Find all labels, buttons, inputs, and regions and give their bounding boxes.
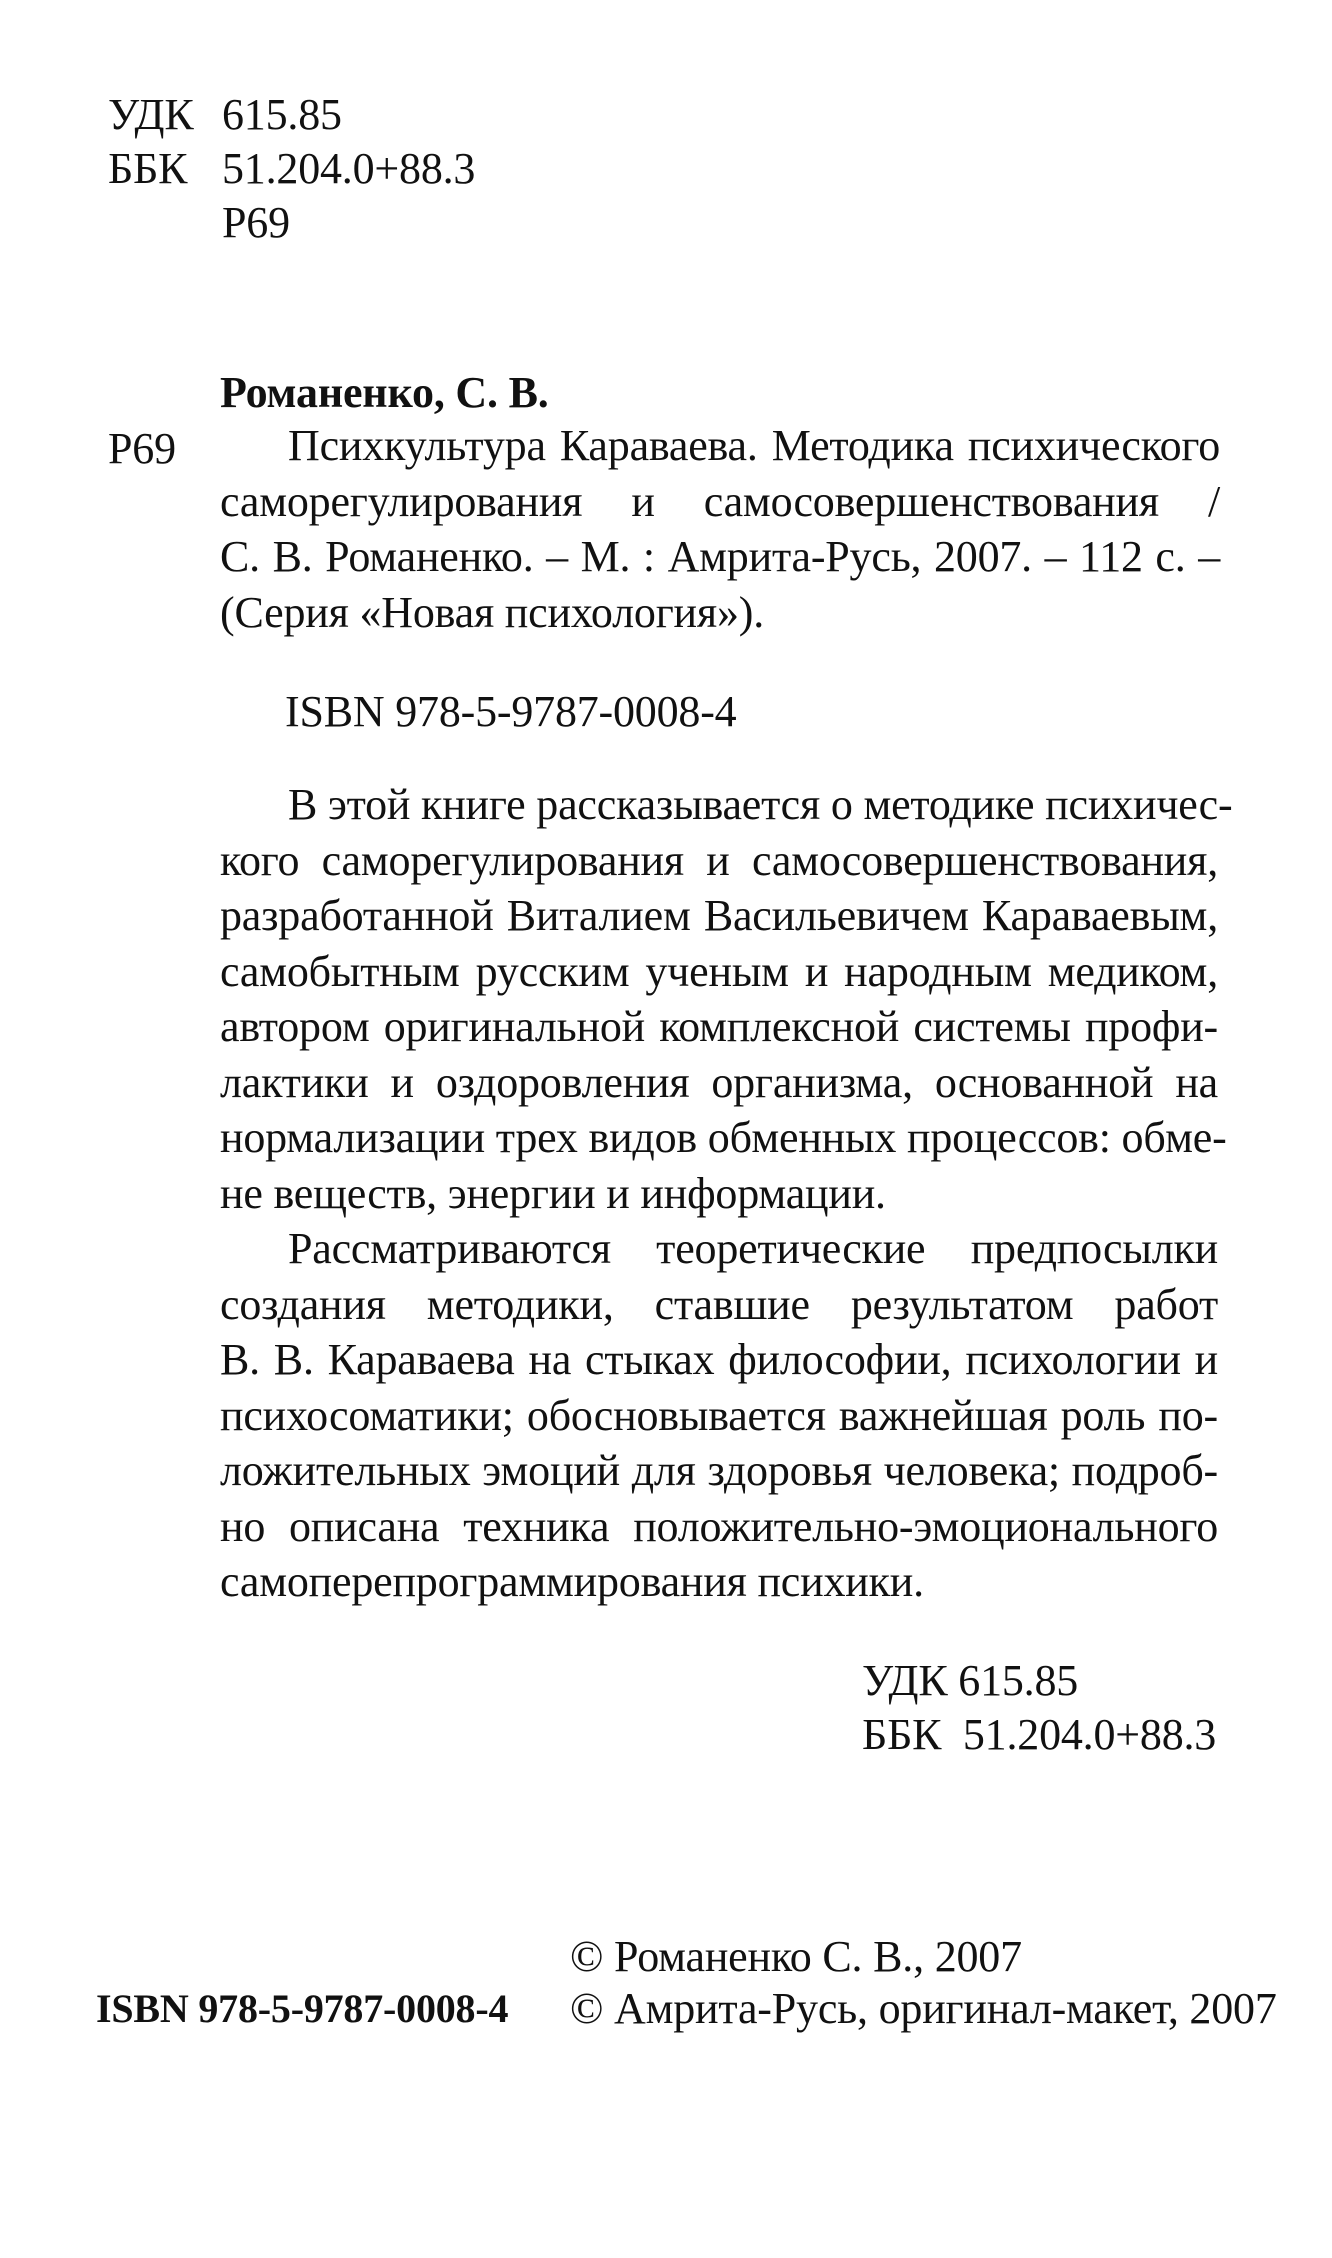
annotation-line: нормализации трех видов обменных процессов: обме- <box>220 1113 1227 1162</box>
author-heading: Романенко, С. В. <box>220 368 549 417</box>
annotation-line: Рассматриваются теоретические предпосылки <box>288 1224 1218 1273</box>
annotation-line: психосоматики; обосновывается важнейшая роль по- <box>220 1390 1218 1440</box>
title-line: (Серия «Новая психология»). <box>220 587 764 637</box>
annotation-line: ложительных эмоций для здоровья человека; подроб- <box>220 1446 1218 1495</box>
bbk-value: 51.204.0+88.3 <box>222 144 476 193</box>
footer-udk: УДК 615.85 <box>862 1656 1079 1705</box>
udk-label: УДК <box>108 90 194 139</box>
annotation-paragraph-2 <box>220 1221 1218 1610</box>
annotation-line: автором оригинальной комплексной системы профи- <box>220 1002 1218 1051</box>
annotation-line: не веществ, энергии и информации. <box>220 1168 886 1218</box>
title-line: Психкультура Караваева. Методика психического <box>288 421 1220 470</box>
annotation-line: создания методики, ставшие результатом работ <box>220 1279 1218 1329</box>
annotation-line: но описана техника положительно-эмоционального <box>220 1501 1218 1551</box>
annotation-line: В. В. Караваева на стыках философии, психологии и <box>220 1335 1218 1384</box>
title-block <box>220 418 1220 640</box>
title-line: С. В. Романенко. – М. : Амрита-Русь, 2007. – 112 с. – <box>220 532 1220 581</box>
author-sign: Р69 <box>222 198 290 247</box>
annotation-paragraph-1 <box>220 777 1233 1221</box>
copyright-author: © Романенко С. В., 2007 <box>570 1932 1022 1981</box>
isbn-line: ISBN 978-5-9787-0008-4 <box>285 687 737 736</box>
side-author-sign: Р69 <box>108 424 176 473</box>
annotation-line: самоперепрограммирования психики. <box>220 1557 924 1606</box>
udk-value: 615.85 <box>222 90 342 139</box>
annotation-line: разработанной Виталием Васильевичем Караваевым, <box>220 891 1218 940</box>
bottom-isbn: ISBN 978-5-9787-0008-4 <box>96 1986 509 2031</box>
annotation-line: В этой книге рассказывается о методике психичес- <box>288 780 1233 829</box>
annotation-line: лактики и оздоровления организма, основанной на <box>220 1057 1218 1107</box>
footer-bbk: ББК 51.204.0+88.3 <box>862 1710 1217 1759</box>
bbk-label: ББК <box>108 144 188 193</box>
title-line: саморегулирования и самосовершенствования / <box>220 476 1220 526</box>
copyright-publisher: © Амрита-Русь, оригинал-макет, 2007 <box>570 1984 1277 2033</box>
annotation-line: кого саморегулирования и самосовершенствования, <box>220 835 1218 885</box>
annotation-line: самобытным русским ученым и народным медиком, <box>220 946 1218 996</box>
